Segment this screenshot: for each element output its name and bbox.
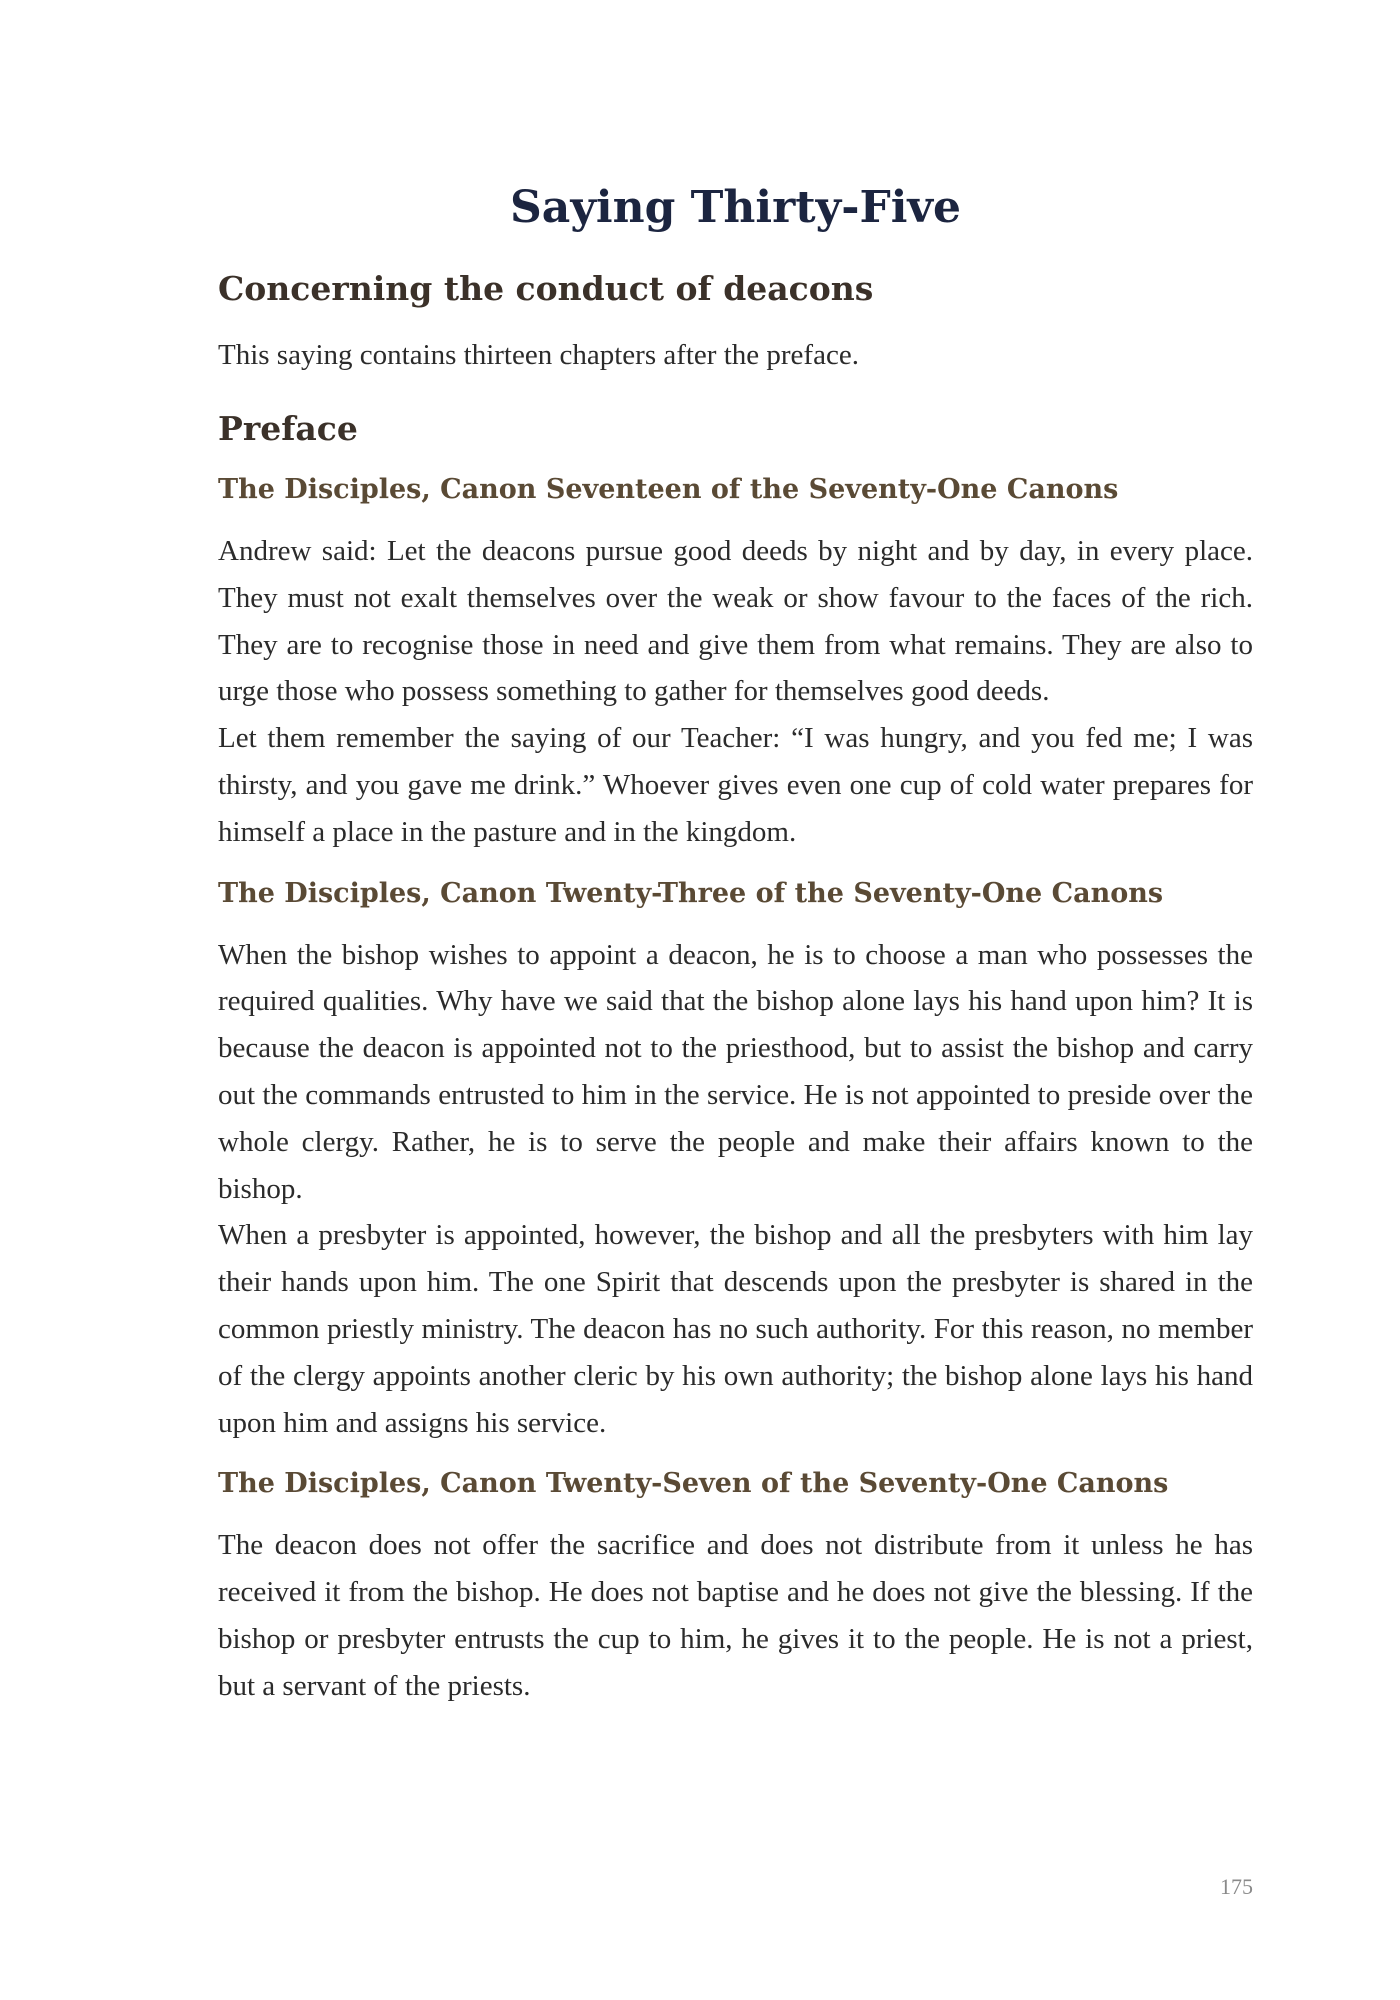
paragraph: Let them remember the saying of our Teacher: “I was hungry, and you fed me; I was thirsty, and you gave me drink.” Whoever gives even one cup of cold water prepares for himself a place in the pasture and in the kingdom.	[218, 722, 1253, 848]
paragraph: When a presbyter is appointed, however, the bishop and all the presbyters with him lay their hands upon him. The one Spirit that descends upon the presbyter is shared in the common priestly ministry. The deacon has no such authority. For this reason, no member of the clergy appoints another cleric by his own authority; the bishop alone lays his hand upon him and assigns his service.	[218, 1219, 1253, 1439]
canon-section	[218, 1464, 1253, 1709]
canon-section	[218, 470, 1253, 856]
paragraph: Andrew said: Let the deacons pursue good deeds by night and by day, in every place. They must not exalt themselves over the weak or show favour to the faces of the rich. They are to recognise those in need and give them from what remains. They are also to urge those who possess something to gather for themselves good deeds.	[218, 535, 1253, 708]
paragraph: The deacon does not offer the sacrifice and does not distribute from it unless he has received it from the bishop. He does not baptise and he does not give the blessing. If the bishop or presbyter entrusts the cup to him, he gives it to the people. He is not a priest, but a servant of the priests.	[218, 1529, 1253, 1702]
chapter-subtitle: Concerning the conduct of deacons	[218, 269, 874, 308]
page-content	[218, 178, 1253, 1728]
canon-text	[218, 932, 1253, 1447]
canon-heading: The Disciples, Canon Seventeen of the Seventy-One Canons	[218, 474, 1119, 505]
canon-heading: The Disciples, Canon Twenty-Seven of the Seventy-One Canons	[218, 1468, 1169, 1500]
page-number: 175	[1220, 1874, 1253, 1899]
intro-text: This saying contains thirteen chapters after the preface.	[218, 339, 859, 371]
page-title: Saying Thirty-Five	[510, 182, 961, 233]
canon-section	[218, 874, 1253, 1447]
preface-heading: Preface	[218, 409, 358, 448]
paragraph: When the bishop wishes to appoint a deacon, he is to choose a man who possesses the required qualities. Why have we said that the bishop alone lays his hand upon him? It is because the deacon is appointed not to the priesthood, but to assist the bishop and carry out the commands entrusted to him in the service. He is not appointed to preside over the whole clergy. Rather, he is to serve the people and make their affairs known to the bishop.	[218, 938, 1253, 1205]
canon-text	[218, 1522, 1253, 1709]
canon-text	[218, 528, 1253, 856]
canon-heading: The Disciples, Canon Twenty-Three of the Seventy-One Canons	[218, 877, 1164, 909]
